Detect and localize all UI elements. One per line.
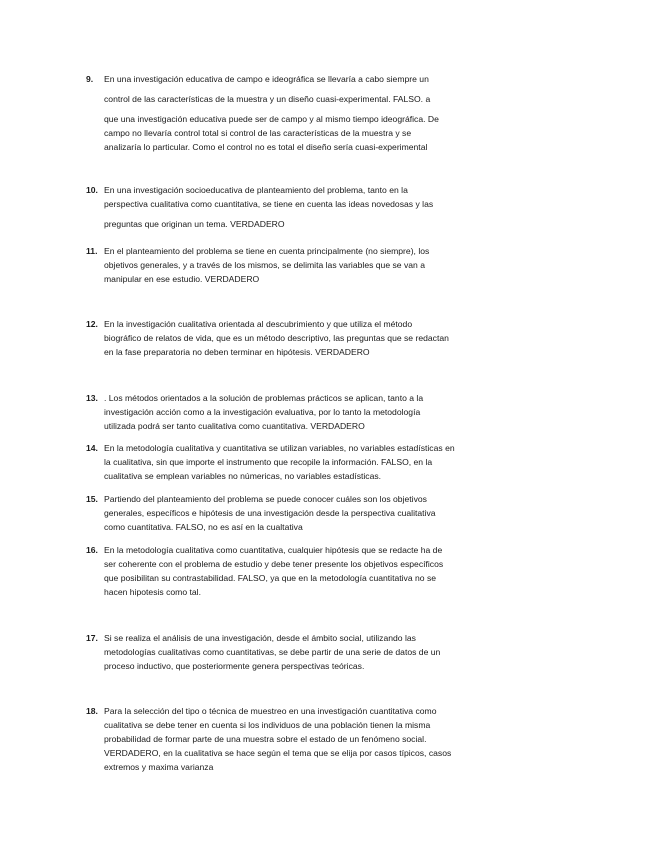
question-line: Para la selección del tipo o técnica de muestreo en una investigación cuantitativa como: [104, 706, 437, 716]
question-line: hacen hipotesis como tal.: [104, 587, 201, 597]
question-line: generales, específicos e hipótesis de una investigación desde la perspectiva cualitativa: [104, 508, 436, 518]
question-line: utilizada podrá ser tanto cualitativa como cuantitativa. VERDADERO: [104, 421, 365, 431]
question-line: VERDADERO, en la cualitativa se hace según el tema que se elija por casos típicos, casos: [104, 748, 452, 758]
question-line: Partiendo del planteamiento del problema se puede conocer cuáles son los objetivos: [104, 494, 427, 504]
question-18: [86, 704, 516, 774]
question-number: 14.: [86, 443, 98, 453]
question-line: proceso inductivo, que posteriormente genera perspectivas teóricas.: [104, 661, 365, 671]
question-15: [86, 492, 516, 534]
question-line: metodologías cualitativas como cuantitativas, se debe partir de una serie de datos de un: [104, 647, 441, 657]
question-line: campo no llevaría control total si control de las características de la muestra y se: [104, 128, 412, 138]
question-number: 10.: [86, 185, 98, 195]
question-number: 11.: [86, 246, 98, 256]
question-number: 13.: [86, 393, 98, 403]
question-number: 17.: [86, 633, 98, 643]
question-number: 16.: [86, 545, 98, 555]
question-line: En una investigación socioeducativa de planteamiento del problema, tanto en la: [104, 185, 408, 195]
question-line: extremos y maxima varianza: [104, 762, 214, 772]
question-line: ser coherente con el problema de estudio y debe tener presente los objetivos específicos: [104, 559, 444, 569]
question-13: [86, 391, 516, 433]
question-line: En la metodología cualitativa como cuantitativa, cualquier hipótesis que se redacte ha de: [104, 545, 443, 555]
question-line: en la fase preparatoria no deben terminar en hipótesis. VERDADERO: [104, 347, 370, 357]
question-line: biográfico de relatos de vida, que es un método descriptivo, las preguntas que se redactan: [104, 333, 449, 343]
question-line: En la metodología cualitativa y cuantitativa se utilizan variables, no variables estadísticas en: [104, 443, 455, 453]
question-number: 18.: [86, 706, 98, 716]
question-line: manipular en ese estudio. VERDADERO: [104, 274, 260, 284]
question-line: como cuantitativa. FALSO, no es así en la cualtativa: [104, 522, 303, 532]
question-11: [86, 244, 516, 286]
question-line: analizaría lo particular. Como el control no es total el diseño sería cuasi-experimental: [104, 142, 428, 152]
question-line: Si se realiza el análisis de una investigación, desde el ámbito social, utilizando las: [104, 633, 416, 643]
question-line: cualitativa se emplean variables no númericas, no variables estadísticas.: [104, 471, 382, 481]
question-line: objetivos generales, y a través de los mismos, se delimita las variables que se van a: [104, 260, 425, 270]
question-line: preguntas que originan un tema. VERDADERO: [104, 219, 285, 229]
question-9: [86, 72, 516, 154]
question-number: 9.: [86, 74, 94, 84]
question-line: la cualitativa, sin que importe el instrumento que recopile la información. FALSO, en la: [104, 457, 433, 467]
question-12: [86, 317, 516, 359]
question-14: [86, 441, 516, 483]
question-line: . Los métodos orientados a la solución de problemas prácticos se aplican, tanto a la: [104, 393, 424, 403]
question-line: que una investigación educativa puede ser de campo y al mismo tiempo ideográfica. De: [104, 114, 439, 124]
question-line: que posibilitan su contrastabilidad. FALSO, ya que en la metodología cuantitativa no se: [104, 573, 437, 583]
question-line: investigación acción como a la investigación evaluativa, por lo tanto la metodología: [104, 407, 421, 417]
question-10: [86, 183, 516, 231]
question-line: En el planteamiento del problema se tiene en cuenta principalmente (no siempre), los: [104, 246, 430, 256]
question-line: perspectiva cualitativa como cuantitativa, se tiene en cuenta las ideas novedosas y las: [104, 199, 434, 209]
question-17: [86, 631, 516, 673]
question-line: cualitativa se debe tener en cuenta si los individuos de una población tienen la misma: [104, 720, 431, 730]
question-line: probabilidad de formar parte de una muestra sobre el estado de un fenómeno social.: [104, 734, 427, 744]
question-number: 15.: [86, 494, 98, 504]
question-line: En la investigación cualitativa orientada al descubrimiento y que utiliza el método: [104, 319, 413, 329]
question-16: [86, 543, 516, 599]
question-line: En una investigación educativa de campo e ideográfica se llevaría a cabo siempre un: [104, 74, 429, 84]
question-number: 12.: [86, 319, 98, 329]
question-line: control de las características de la muestra y un diseño cuasi-experimental. FALSO. a: [104, 94, 431, 104]
